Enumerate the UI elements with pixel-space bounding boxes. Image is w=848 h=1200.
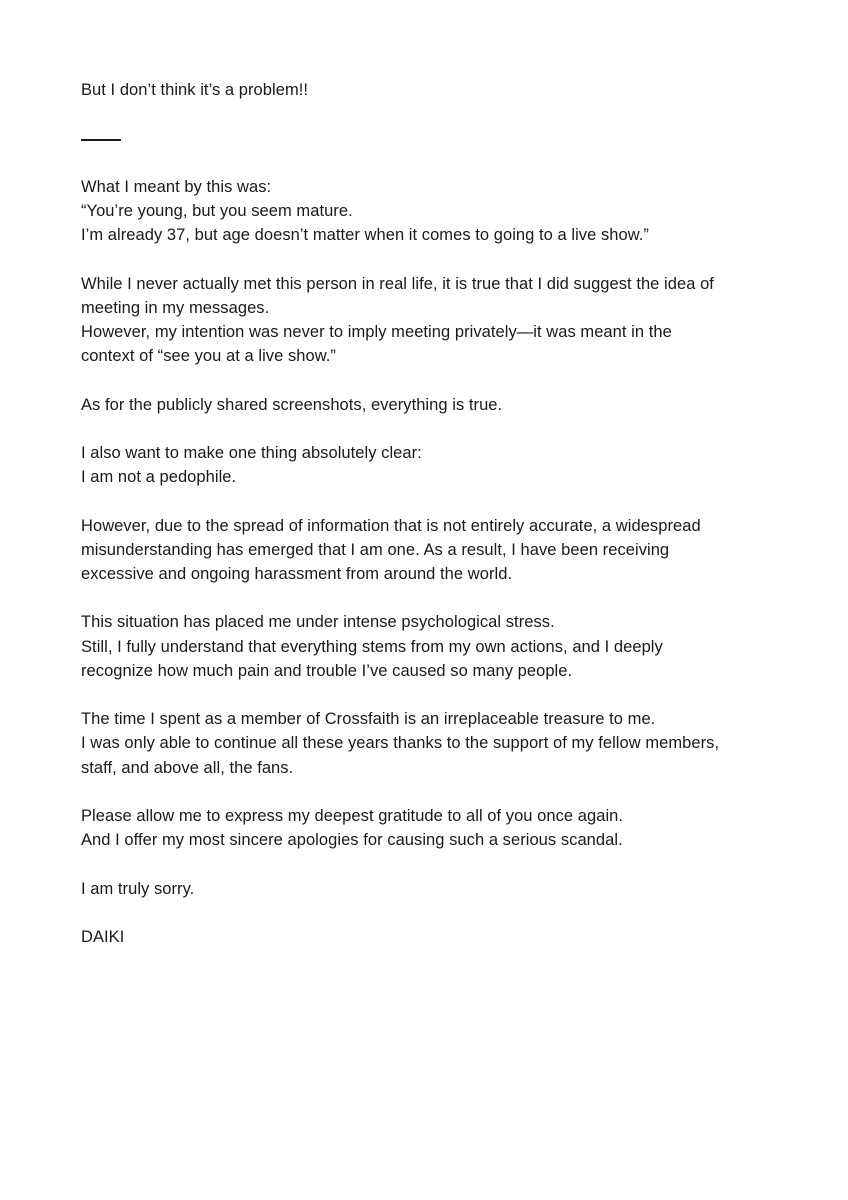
paragraph-stress bbox=[81, 610, 781, 683]
text-line: I’m already 37, but age doesn’t matter when it comes to going to a live show.” bbox=[81, 226, 649, 245]
paragraph-opening bbox=[81, 78, 781, 102]
text-line: I am not a pedophile. bbox=[81, 468, 237, 487]
signature bbox=[81, 925, 781, 949]
paragraph-meaning bbox=[81, 175, 781, 248]
text-line: staff, and above all, the fans. bbox=[81, 758, 294, 777]
letter-body bbox=[81, 78, 781, 973]
text-line: Still, I fully understand that everything stems from my own actions, and I deeply bbox=[81, 637, 663, 656]
text-line: This situation has placed me under intense psychological stress. bbox=[81, 613, 555, 632]
text-line: What I meant by this was: bbox=[81, 177, 272, 196]
text-line: And I offer my most sincere apologies for causing such a serious scandal. bbox=[81, 831, 623, 850]
text-line: recognize how much pain and trouble I’ve caused so many people. bbox=[81, 661, 573, 680]
text-line: context of “see you at a live show.” bbox=[81, 347, 336, 366]
text-line: While I never actually met this person in real life, it is true that I did suggest the idea of bbox=[81, 274, 714, 293]
paragraph-meeting bbox=[81, 272, 781, 369]
text-line: I am truly sorry. bbox=[81, 879, 195, 898]
text-line: I was only able to continue all these years thanks to the support of my fellow members, bbox=[81, 734, 720, 753]
paragraph-crossfaith bbox=[81, 707, 781, 780]
text-line: Please allow me to express my deepest gratitude to all of you once again. bbox=[81, 806, 624, 825]
horizontal-rule bbox=[81, 126, 121, 150]
text-line: I also want to make one thing absolutely clear: bbox=[81, 443, 422, 462]
paragraph-screenshots bbox=[81, 393, 781, 417]
text-line: However, my intention was never to imply meeting privately—it was meant in the bbox=[81, 322, 672, 341]
text-line: But I don’t think it’s a problem!! bbox=[81, 81, 309, 99]
text-line: The time I spent as a member of Crossfaith is an irreplaceable treasure to me. bbox=[81, 710, 656, 729]
text-line: However, due to the spread of information that is not entirely accurate, a widespread bbox=[81, 516, 701, 535]
paragraph-apology bbox=[81, 877, 781, 901]
paragraph-clarification bbox=[81, 441, 781, 489]
text-line: “You’re young, but you seem mature. bbox=[81, 201, 353, 220]
paragraph-gratitude bbox=[81, 804, 781, 852]
text-line: excessive and ongoing harassment from around the world. bbox=[81, 564, 513, 583]
signature-name: DAIKI bbox=[81, 927, 125, 946]
text-line: misunderstanding has emerged that I am one. As a result, I have been receiving bbox=[81, 540, 670, 559]
paragraph-harassment bbox=[81, 514, 781, 587]
text-line: meeting in my messages. bbox=[81, 298, 270, 317]
text-line: As for the publicly shared screenshots, everything is true. bbox=[81, 395, 503, 414]
